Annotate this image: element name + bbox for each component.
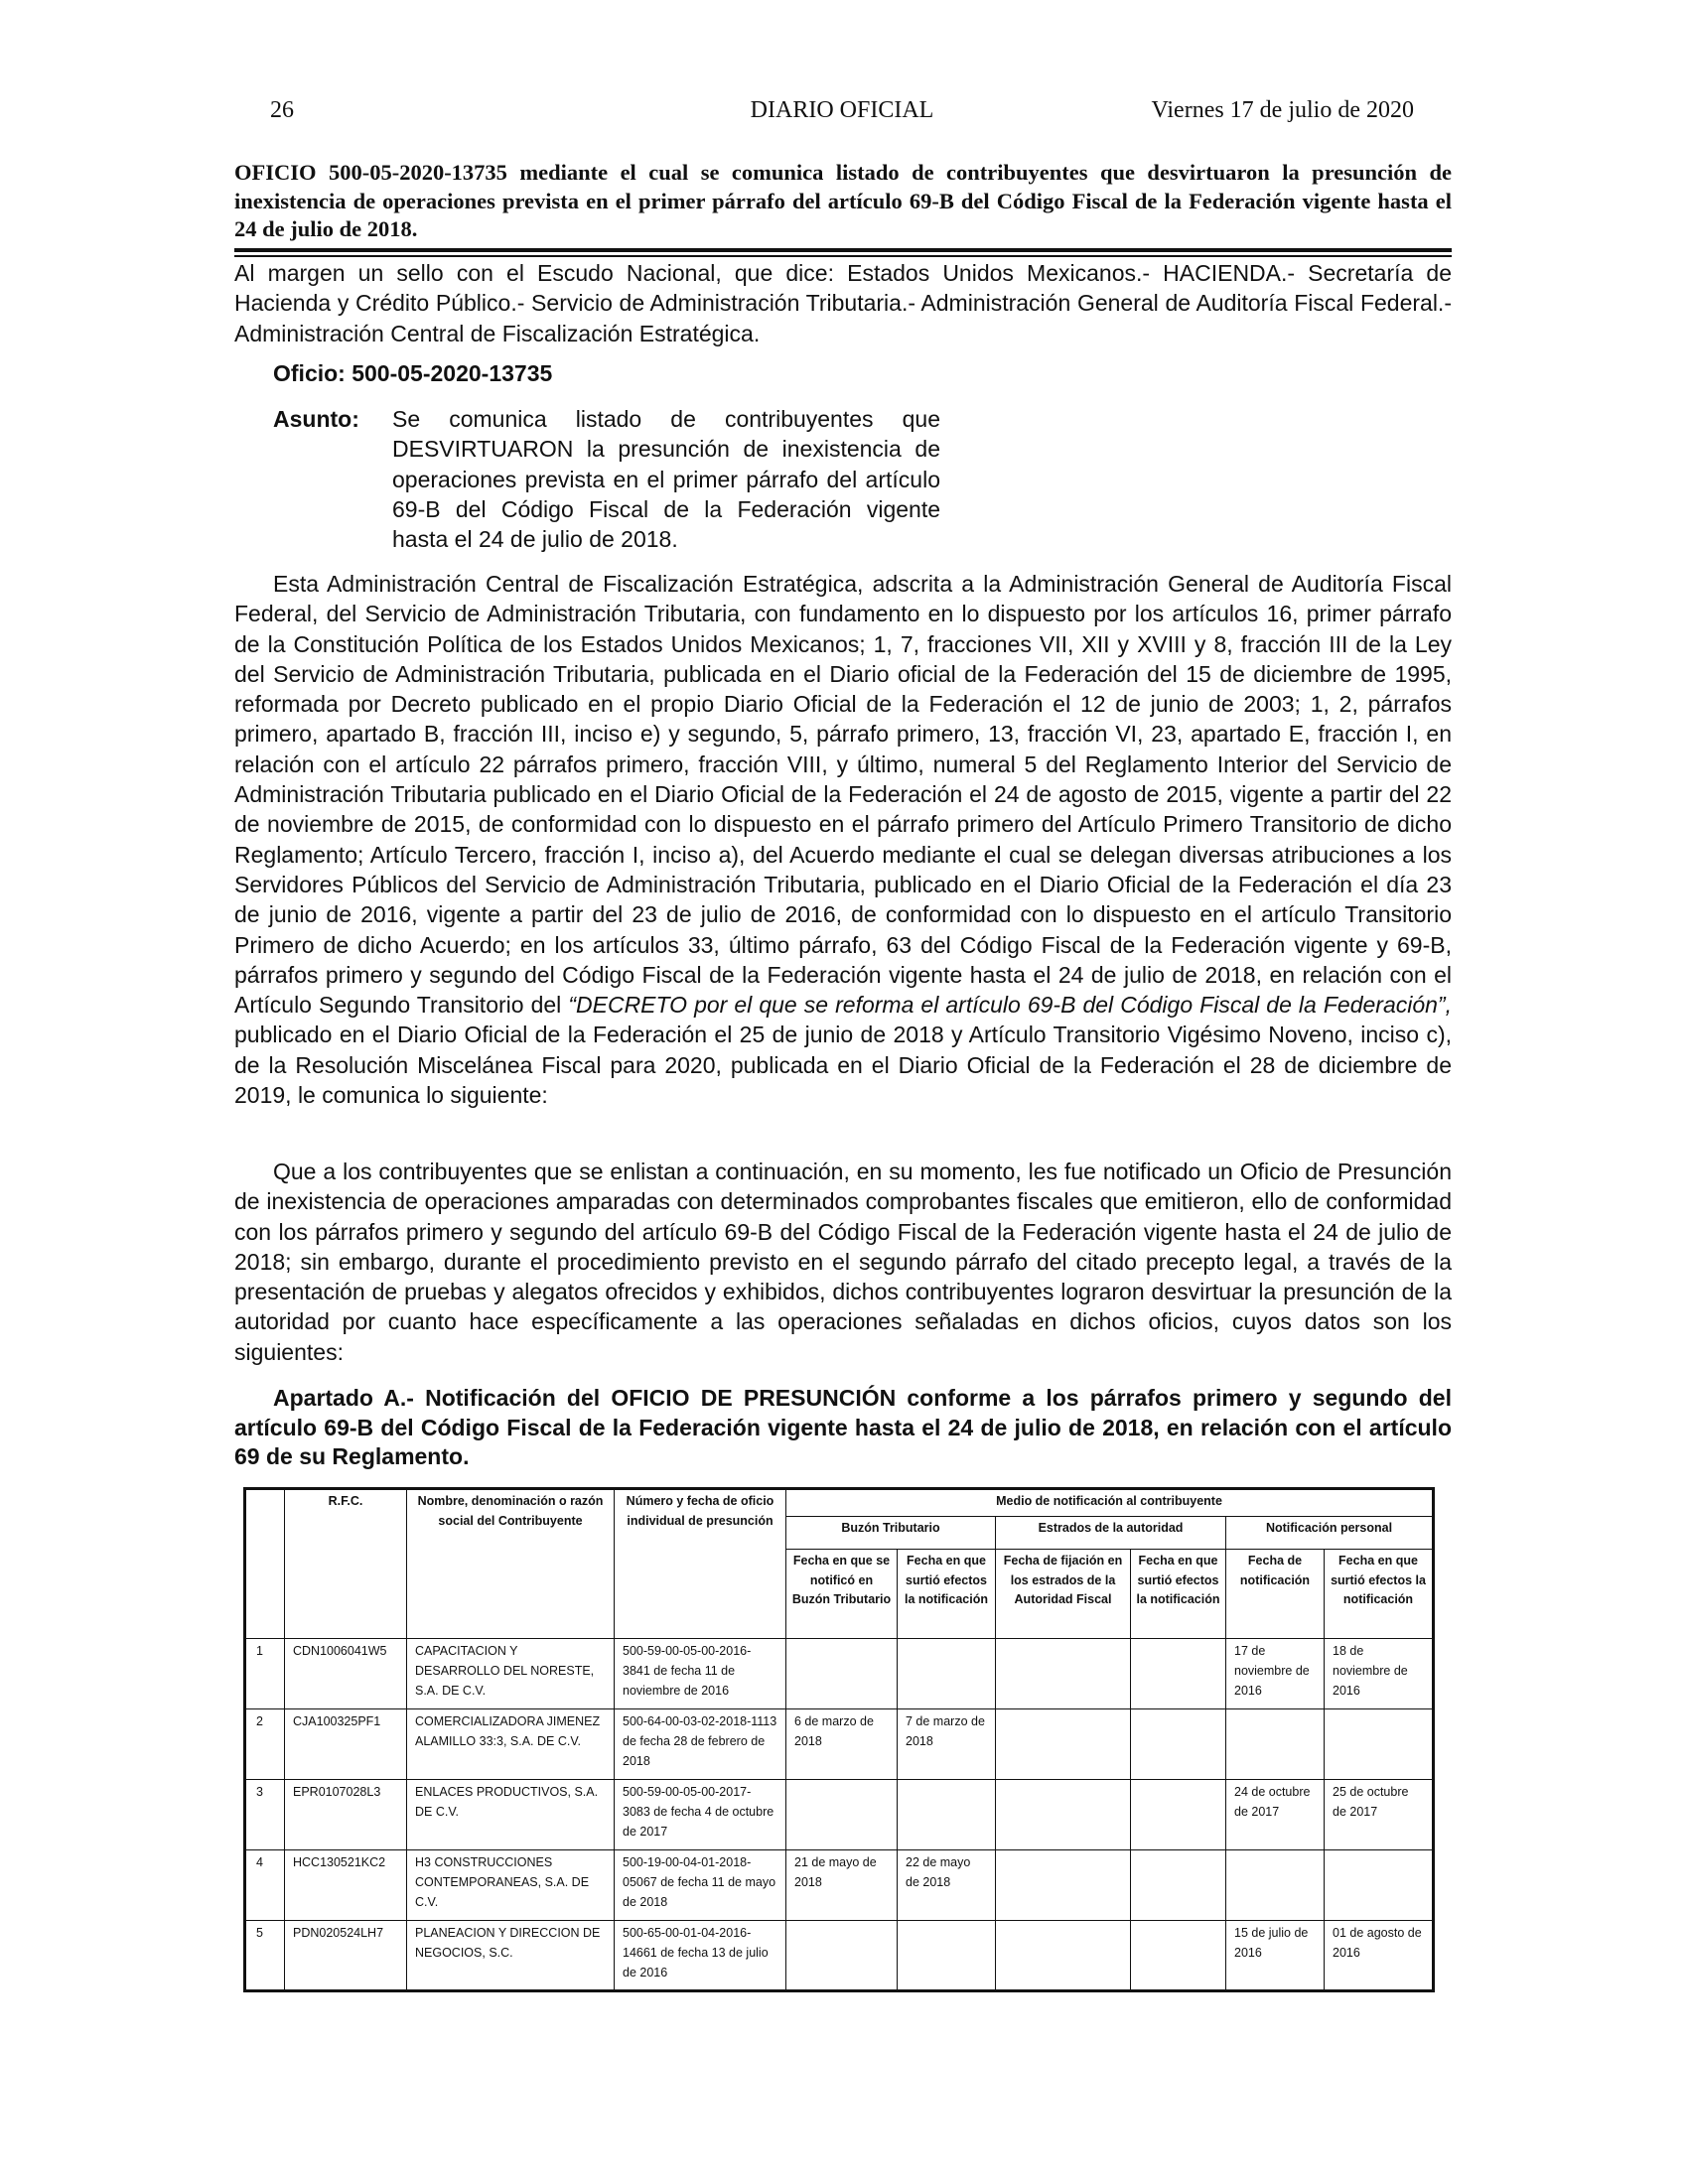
header-estrados: Estrados de la autoridad [996, 1517, 1226, 1550]
cell-oficio: 500-65-00-01-04-2016-14661 de fecha 13 de julio de 2016 [615, 1921, 786, 1991]
apartado-heading: Apartado A.- Notificación del OFICIO DE PRESUNCIÓN conforme a los párrafos primero y segundo del artículo 69-B del Código Fiscal de la Federación vigente hasta el 24 de julio de 2018, en relación con el artículo 69 de su Reglamento. [234, 1385, 1452, 1469]
header-buzon: Buzón Tributario [786, 1517, 996, 1550]
cell-estrados-fijacion [996, 1709, 1131, 1780]
header-personal: Notificación personal [1226, 1517, 1434, 1550]
cell-estrados-efectos [1131, 1709, 1226, 1780]
page-number: 26 [270, 97, 294, 123]
cell-estrados-fijacion [996, 1780, 1131, 1850]
cell-personal-notificacion: 15 de julio de 2016 [1226, 1921, 1325, 1991]
cell-buzon-notificacion: 6 de marzo de 2018 [786, 1709, 898, 1780]
header-sub: Fecha en que surtió efectos la notificación [1325, 1550, 1434, 1639]
title-divider-thick [234, 248, 1452, 252]
cell-buzon-notificacion [786, 1921, 898, 1991]
asunto-label: Asunto: [273, 406, 359, 432]
cell-personal-efectos [1325, 1850, 1434, 1921]
cell-buzon-efectos [898, 1921, 996, 1991]
header-sub: Fecha de fijación en los estrados de la Autoridad Fiscal [996, 1550, 1131, 1639]
header-sub: Fecha en que se notificó en Buzón Tributario [786, 1550, 898, 1639]
cell-buzon-efectos: 7 de marzo de 2018 [898, 1709, 996, 1780]
cell-nombre: PLANEACION Y DIRECCION DE NEGOCIOS, S.C. [407, 1921, 615, 1991]
legal-basis-paragraph [234, 569, 1452, 1110]
contributors-table [243, 1487, 1435, 1992]
header-rfc: R.F.C. [285, 1489, 407, 1639]
page-header [270, 97, 1414, 131]
cell-estrados-fijacion [996, 1639, 1131, 1709]
cell-estrados-efectos [1131, 1639, 1226, 1709]
publication-date: Viernes 17 de julio de 2020 [1151, 97, 1414, 123]
cell-buzon-efectos [898, 1639, 996, 1709]
table-row [245, 1639, 1434, 1709]
cell-personal-efectos: 18 de noviembre de 2016 [1325, 1639, 1434, 1709]
cell-personal-efectos: 25 de octubre de 2017 [1325, 1780, 1434, 1850]
cell-oficio: 500-64-00-03-02-2018-1113 de fecha 28 de febrero de 2018 [615, 1709, 786, 1780]
cell-personal-notificacion [1226, 1850, 1325, 1921]
decree-title: “DECRETO por el que se reforma el artículo 69-B del Código Fiscal de la Federación”, [568, 992, 1452, 1019]
header-oficio: Número y fecha de oficio individual de presunción [615, 1489, 786, 1639]
table-row [245, 1780, 1434, 1850]
cell-oficio: 500-59-00-05-00-2017-3083 de fecha 4 de octubre de 2017 [615, 1780, 786, 1850]
document-title: OFICIO 500-05-2020-13735 mediante el cual se comunica listado de contribuyentes que desvirtuaron la presunción de inexistencia de operaciones prevista en el primer párrafo del artículo 69-B del Código Fiscal de la Federación vigente hasta el 24 de julio de 2018. [234, 160, 1452, 241]
cell-rfc: CJA100325PF1 [285, 1709, 407, 1780]
asunto-text: Se comunica listado de contribuyentes que DESVIRTUARON la presunción de inexistencia de operaciones prevista en el primer párrafo del artículo 69-B del Código Fiscal de la Federación vigente hasta el 24 de julio de 2018. [392, 406, 940, 553]
cell-buzon-notificacion: 21 de mayo de 2018 [786, 1850, 898, 1921]
row-number: 1 [245, 1639, 285, 1709]
cell-personal-notificacion: 24 de octubre de 2017 [1226, 1780, 1325, 1850]
table-row [245, 1709, 1434, 1780]
header-nombre: Nombre, denominación o razón social del Contribuyente [407, 1489, 615, 1639]
cell-buzon-efectos: 22 de mayo de 2018 [898, 1850, 996, 1921]
cell-rfc: CDN1006041W5 [285, 1639, 407, 1709]
cell-personal-notificacion: 17 de noviembre de 2016 [1226, 1639, 1325, 1709]
cell-nombre: H3 CONSTRUCCIONES CONTEMPORANEAS, S.A. DE C.V. [407, 1850, 615, 1921]
cell-buzon-efectos [898, 1780, 996, 1850]
row-number: 4 [245, 1850, 285, 1921]
publication-name: DIARIO OFICIAL [750, 97, 934, 123]
cell-rfc: HCC130521KC2 [285, 1850, 407, 1921]
margin-note: Al margen un sello con el Escudo Nacional, que dice: Estados Unidos Mexicanos.- HACIENDA.- Secretaría de Hacienda y Crédito Público.- Servicio de Administración Tributaria.- Administración General de Auditoría Fiscal Federal.- Administración Central de Fiscalización Estratégica. [234, 260, 1452, 346]
cell-estrados-efectos [1131, 1921, 1226, 1991]
row-number: 2 [245, 1709, 285, 1780]
cell-rfc: EPR0107028L3 [285, 1780, 407, 1850]
cell-estrados-fijacion [996, 1921, 1131, 1991]
cell-buzon-notificacion [786, 1639, 898, 1709]
header-medio: Medio de notificación al contribuyente [786, 1489, 1434, 1517]
cell-buzon-notificacion [786, 1780, 898, 1850]
row-number: 3 [245, 1780, 285, 1850]
row-number: 5 [245, 1921, 285, 1991]
header-row-number [245, 1489, 285, 1639]
cell-rfc: PDN020524LH7 [285, 1921, 407, 1991]
contributors-paragraph: Que a los contribuyentes que se enlistan a continuación, en su momento, les fue notificado un Oficio de Presunción de inexistencia de operaciones amparadas con determinados comprobantes fiscales que emitieron, ello de conformidad con los párrafos primero y segundo del artículo 69-B del Código Fiscal de la Federación vigente hasta el 24 de julio de 2018; sin embargo, durante el procedimiento previsto en el segundo párrafo del citado precepto legal, a través de la presentación de pruebas y alegatos ofrecidos y exhibidos, dichos contribuyentes lograron desvirtuar la presunción de la autoridad por cuanto hace específicamente a las operaciones señaladas en dichos oficios, cuyos datos son los siguientes: [234, 1159, 1452, 1365]
legal-basis-text-a: Esta Administración Central de Fiscalización Estratégica, adscrita a la Administración General de Auditoría Fiscal Federal, del Servicio de Administración Tributaria, con fundamento en lo dispuesto por los artículos 16, primer párrafo de la Constitución Política de los Estados Unidos Mexicanos; 1, 7, fracciones VII, XII y XVIII y 8, fracción III de la Ley del Servicio de Administración Tributaria, publicada en el Diario oficial de la Federación del 15 de diciembre de 1995, reformada por Decreto publicado en el propio Diario Oficial de la Federación el 12 de junio de 2003; 1, 2, párrafos primero, apartado B, fracción III, inciso e) y segundo, 5, párrafo primero, 13, fracción VI, 23, apartado E, fracción I, en relación con el artículo 22 párrafos primero, fracción VIII, y último, numeral 5 del Reglamento Interior del Servicio de Administración Tributaria publicado en el Diario Oficial de la Federación el 24 de agosto de 2015, vigente a partir del 22 de noviembre de 2015, de conformidad con lo dispuesto en el párrafo primero del Artículo Primero Transitorio de dicho Reglamento; Artículo Tercero, fracción I, inciso a), del Acuerdo mediante el cual se delegan diversas atribuciones a los Servidores Públicos del Servicio de Administración Tributaria, publicado en el Diario Oficial de la Federación el día 23 de junio de 2016, vigente a partir del 23 de julio de 2016, de conformidad con lo dispuesto en el artículo Transitorio Primero de dicho Acuerdo; en los artículos 33, último párrafo, 63 del Código Fiscal de la Federación vigente y 69-B, párrafos primero y segundo del Código Fiscal de la Federación vigente hasta el 24 de julio de 2018, en relación con el Artículo Segundo Transitorio del [234, 571, 1452, 1019]
legal-basis-text-b: publicado en el Diario Oficial de la Federación el 25 de junio de 2018 y Artículo Transitorio Vigésimo Noveno, inciso c), de la Resolución Miscelánea Fiscal para 2020, publicada en el Diario Oficial de la Federación el 28 de diciembre de 2019, le comunica lo siguiente: [234, 1022, 1452, 1109]
cell-estrados-efectos [1131, 1780, 1226, 1850]
cell-personal-efectos [1325, 1709, 1434, 1780]
header-sub: Fecha en que surtió efectos la notificación [898, 1550, 996, 1639]
cell-estrados-fijacion [996, 1850, 1131, 1921]
cell-estrados-efectos [1131, 1850, 1226, 1921]
cell-nombre: ENLACES PRODUCTIVOS, S.A. DE C.V. [407, 1780, 615, 1850]
title-divider-thin [234, 255, 1452, 257]
header-sub: Fecha en que surtió efectos la notificación [1131, 1550, 1226, 1639]
cell-nombre: CAPACITACION Y DESARROLLO DEL NORESTE, S.A. DE C.V. [407, 1639, 615, 1709]
cell-nombre: COMERCIALIZADORA JIMENEZ ALAMILLO 33:3, S.A. DE C.V. [407, 1709, 615, 1780]
header-sub: Fecha de notificación [1226, 1550, 1325, 1639]
cell-oficio: 500-59-00-05-00-2016-3841 de fecha 11 de noviembre de 2016 [615, 1639, 786, 1709]
oficio-number: Oficio: 500-05-2020-13735 [273, 360, 553, 386]
cell-personal-efectos: 01 de agosto de 2016 [1325, 1921, 1434, 1991]
table-row [245, 1921, 1434, 1991]
cell-personal-notificacion [1226, 1709, 1325, 1780]
cell-oficio: 500-19-00-04-01-2018-05067 de fecha 11 de mayo de 2018 [615, 1850, 786, 1921]
table-row [245, 1850, 1434, 1921]
